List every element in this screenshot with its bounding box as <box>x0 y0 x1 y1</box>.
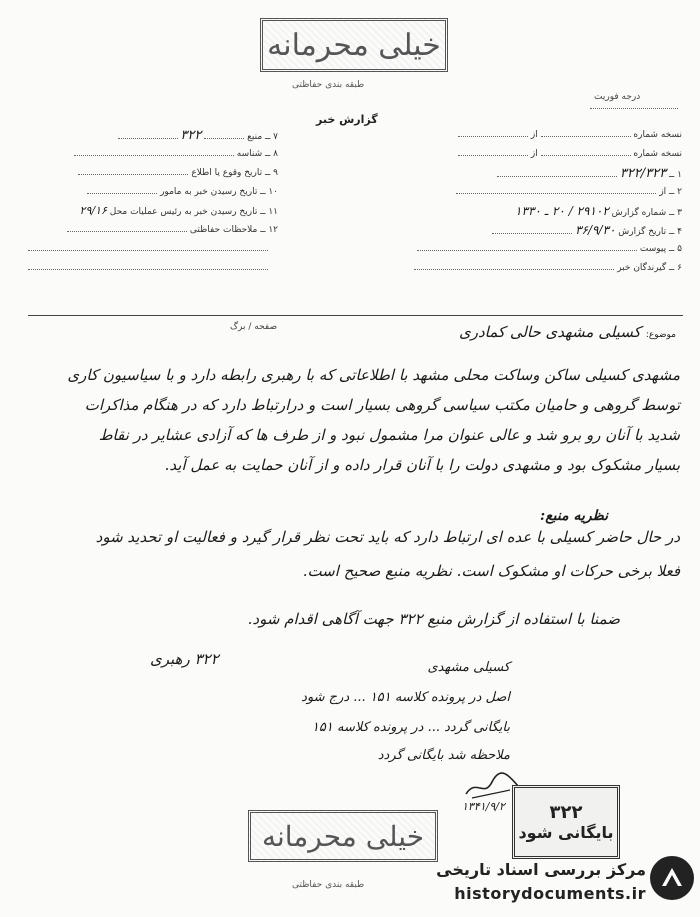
signature-date: ۱۳۴۱/۹/۲ <box>462 800 505 813</box>
source-opinion-label: نظریه منبع: <box>540 508 608 524</box>
watermark-en: historydocuments.ir <box>454 884 646 903</box>
subject-line <box>336 322 676 341</box>
form-row: ۱۰ ــ تاریخ رسیدن خبر به مامور <box>28 185 278 204</box>
form-left-column <box>28 128 278 280</box>
watermark <box>418 852 700 914</box>
report-body <box>30 368 680 488</box>
top-secret-stamp <box>260 18 448 72</box>
page-label: صفحه / برگ <box>230 322 278 332</box>
form-row: نسخه شماره از <box>370 128 682 147</box>
top-stamp-text: خیلی محرمانه <box>267 27 441 63</box>
subject-label: موضوع: <box>645 330 676 340</box>
note-left: ۳۲۲ رهبری <box>150 650 219 668</box>
archive-logo-icon <box>650 856 694 900</box>
decision-line: ضمنا با استفاده از گزارش منبع ۳۲۲ جهت آگاهی اقدام شود. <box>247 610 620 628</box>
archive-stamp <box>512 785 620 859</box>
body-line: در حال حاضر کسیلی با عده ای ارتباط دارد که باید تحت نظر قرار گیرد و فعالیت او تحدید شود <box>95 528 680 546</box>
form-row: ۷ ــ منبع ۳۲۲ <box>28 128 278 147</box>
note-line: اصل در پرونده کلاسه ۱۵۱ ... درج شود <box>301 690 510 705</box>
body-line: بسیار مشکوک بود و مشهدی دولت را با آنان قرار داده و از آنان حمایت به عمل آید. <box>164 456 680 474</box>
form-row: ۱۱ ــ تاریخ رسیدن خبر به رئیس عملیات محل ۲۹/۱۶ <box>79 204 278 217</box>
form-row: ۴ ــ تاریخ گزارش ۳۶/۹/۳۰ <box>370 223 682 242</box>
form-row: ۹ ــ تاریخ وقوع یا اطلاع <box>28 166 278 185</box>
watermark-fa: مرکز بررسی اسناد تاریخی <box>436 860 646 879</box>
form-row: ۳ ــ شماره گزارش ۲۹۱۰۲ / ۲۰ ـ ۱۳۳۰ <box>515 204 682 218</box>
form-row: ۵ ــ پیوست <box>370 242 682 261</box>
archive-stamp-number: ۳۲۲ <box>549 802 583 823</box>
form-right-column <box>370 128 682 280</box>
subject-text: کسیلی مشهدی حالی کمادری <box>459 323 641 341</box>
body-line: مشهدی کسیلی ساکن وساکت محلی مشهد با اطلاعاتی که با رهبری رابطه دارد و با سیاسیون کاری <box>67 366 680 384</box>
bottom-secret-stamp <box>248 810 438 862</box>
form-row: ۶ ــ گیرندگان خبر <box>370 261 682 280</box>
body-line: فعلا برخی حرکات او مشکوک است. نظریه منبع صحیح است. <box>302 562 680 580</box>
priority-field <box>590 108 678 109</box>
archive-stamp-text: بایگانی شود <box>518 823 614 842</box>
form-row <box>28 242 278 261</box>
priority-label: درجه فوریت <box>594 92 641 102</box>
note-line: بایگانی گردد ... در پرونده کلاسه ۱۵۱ <box>311 720 510 735</box>
footer-classification-note: طبقه بندی حفاظتی <box>292 880 365 890</box>
form-title: گزارش خبر <box>316 113 378 126</box>
form-row <box>28 261 278 280</box>
form-row: ۱۲ ــ ملاحظات حفاظتی <box>28 223 278 242</box>
form-row: ۱ ــ ۳۲۲/۳۲۳ <box>370 166 682 185</box>
note-line: ملاحظه شد بایگانی گردد <box>377 748 510 763</box>
note-right: کسیلی مشهدی <box>427 660 510 675</box>
source-opinion-body <box>30 530 680 594</box>
section-divider <box>28 315 683 316</box>
bottom-stamp-text: خیلی محرمانه <box>261 819 425 853</box>
body-line: شدید با آنان رو برو شد و عالی عنوان مرا مشمول نبود و از طرف ها که آزادی عشایر در نقاط <box>98 426 680 444</box>
form-row: ۲ ــ از <box>370 185 682 204</box>
classification-note: طبقه بندی حفاظتی <box>292 80 365 90</box>
form-row: نسخه شماره از <box>370 147 682 166</box>
form-row: ۸ ــ شناسه <box>28 147 278 166</box>
body-line: توسط گروهی و حامیان مکتب سیاسی گروهی بسیار است و درارتباط دارد که در هنگام مذاکرات <box>84 396 680 414</box>
